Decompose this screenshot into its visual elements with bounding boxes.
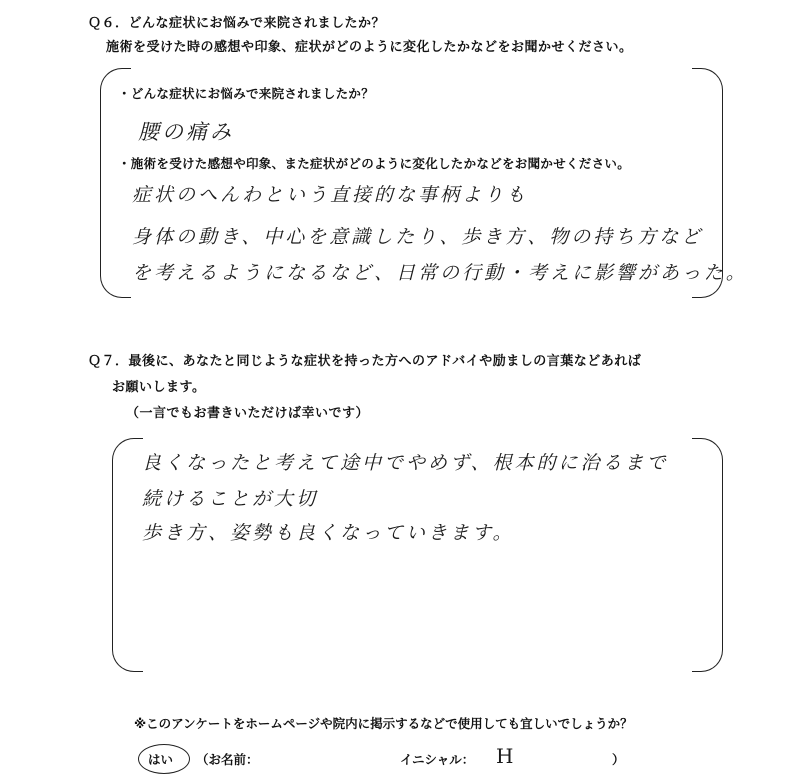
initial-value: H — [496, 744, 517, 768]
close-paren: ） — [612, 752, 625, 767]
q6-answer-line-2: 身体の動き、中心を意識したり、歩き方、物の持ち方など — [132, 226, 704, 248]
q6-answer-symptom: 腰の痛み — [138, 120, 234, 144]
q7-title-line-1: Ｑ７．最後に、あなたと同じような症状を持った方へのアドバイや励ましの言葉などあれば — [88, 354, 642, 369]
q7-answer-line-2: 続けることが大切 — [142, 488, 319, 510]
name-label: （お名前： — [196, 752, 259, 767]
initial-label: イニシャル： — [400, 752, 475, 767]
q7-note: （一言でもお書きいただけば幸いです） — [126, 406, 370, 421]
q7-box-right-bracket — [692, 438, 723, 672]
q6-answer-line-3: を考えるようになるなど、日常の行動・考えに影響があった。 — [132, 262, 748, 284]
q7-answer-line-3: 歩き方、姿勢も良くなっていきます。 — [142, 522, 515, 544]
q7-answer-line-1: 良くなったと考えて途中でやめず、根本的に治るまで — [142, 452, 669, 474]
q6-prompt-impression: ・施術を受けた感想や印象、また症状がどのように変化したかなどをお聞かせください。 — [118, 156, 631, 171]
yes-option[interactable]: はい — [148, 752, 174, 767]
q6-answer-line-1: 症状のへんわという直接的な事柄よりも — [132, 184, 529, 206]
q6-box-left-bracket — [100, 68, 131, 298]
permission-notice: ※このアンケートをホームページや院内に掲示するなどで使用しても宜しいでしょうか？ — [134, 716, 633, 731]
q6-title: Ｑ６．どんな症状にお悩みで来院されましたか？ — [88, 16, 386, 31]
q7-title-line-2: お願いします。 — [112, 380, 206, 395]
q6-prompt-symptom: ・どんな症状にお悩みで来院されましたか？ — [118, 86, 375, 101]
q6-subtitle: 施術を受けた時の感想や印象、症状がどのように変化したかなどをお聞かせください。 — [106, 40, 633, 55]
q7-box-left-bracket — [112, 438, 143, 672]
